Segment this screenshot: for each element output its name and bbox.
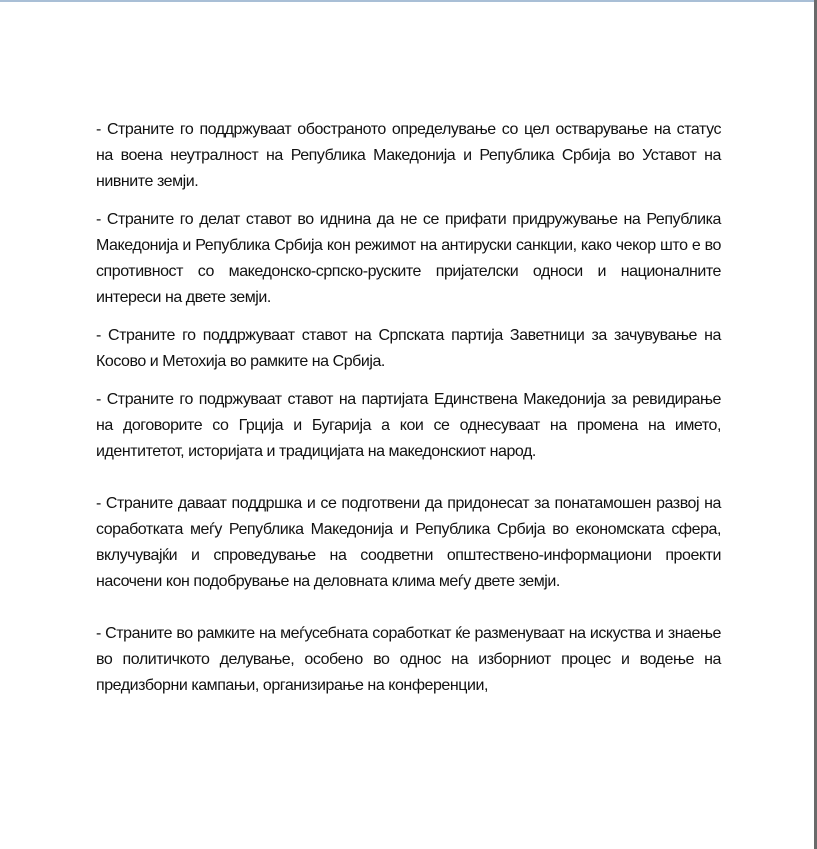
paragraph-military-neutrality: - Страните го поддржуваат обостраното определување со цел остварување на статус на воена неутралност на Република Македонија и Република Србија во Уставот на нивните земји. bbox=[96, 121, 721, 190]
paragraph-experience-exchange: - Страните во рамките на меѓусебната соработкат ќе разменуваат на искуства и знаење во политичкото делување, особено во однос на изборниот процес и водење на предизборни кампањи, организирање на конференции, bbox=[96, 625, 721, 694]
paragraph-economic-cooperation: - Страните даваат поддршка и се подготвени да придонесат за понатамошен развој на соработката меѓу Република Македонија и Република Србија во економската сфера, вклучувајќи и спроведување на соодветни општествено-информациони проекти насочени кон подобрување на деловната клима меѓу двете земји. bbox=[96, 495, 721, 590]
paragraph-kosovo: - Страните го поддржуваат ставот на Српската партија Заветници за зачувување на Косово и Метохија во рамките на Србија. bbox=[96, 327, 721, 370]
paragraph-agreements-revision: - Страните го подржуваат ставот на партијата Единствена Македонија за ревидирање на договорите со Грција и Бугарија а кои се однесуваат на промена на името, идентитетот, историјата и традицијата на македонскиот народ. bbox=[96, 391, 721, 460]
paragraph-sanctions: - Страните го делат ставот во иднина да не се прифати придружување на Република Македонија и Република Србија кон режимот на антируски санкции, како чекор што е во спротивност со македонско-српско-руските пријателски односи и националните интереси на двете земји. bbox=[96, 211, 721, 306]
document-page bbox=[96, 117, 721, 711]
window-top-border bbox=[0, 0, 815, 2]
